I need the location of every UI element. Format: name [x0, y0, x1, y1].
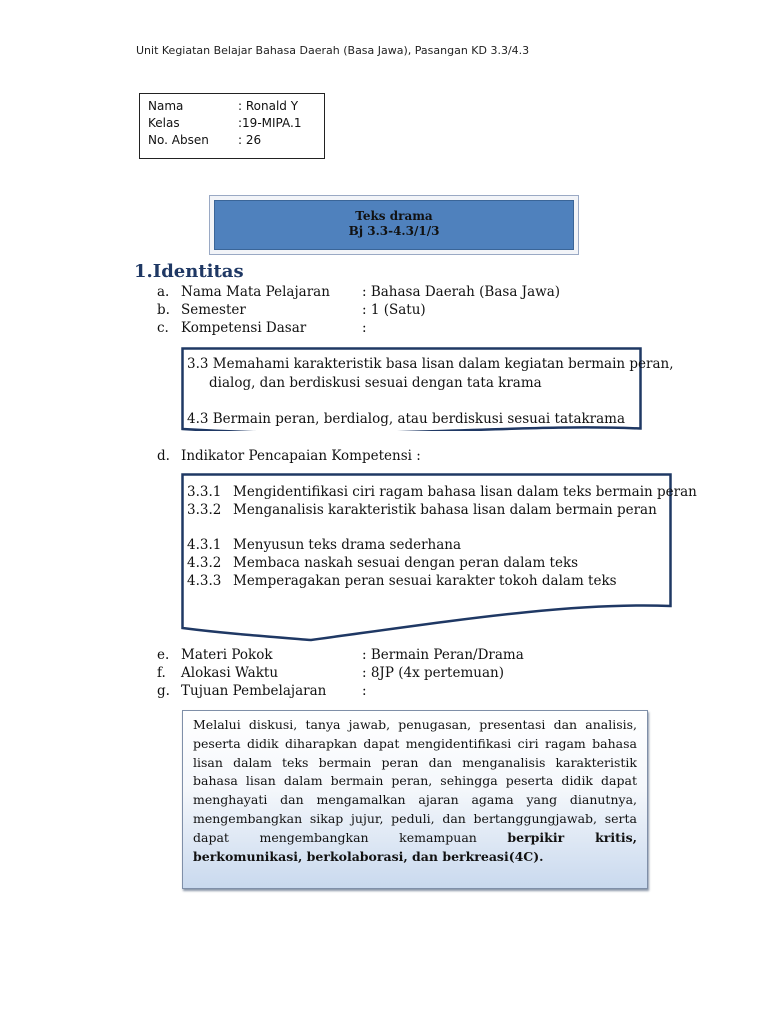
student-info-box	[139, 93, 325, 159]
indicator-number: 4.3.1	[187, 537, 222, 553]
student-label: Nama	[148, 99, 184, 113]
item-letter: b.	[157, 302, 170, 318]
item-letter: c.	[157, 320, 169, 336]
item-label: Nama Mata Pelajaran	[181, 284, 330, 300]
document-header: Unit Kegiatan Belajar Bahasa Daerah (Basa Jawa), Pasangan KD 3.3/4.3	[136, 44, 530, 57]
item-value: : Bahasa Daerah (Basa Jawa)	[362, 284, 561, 300]
title-banner-fill	[214, 200, 574, 250]
item-label: Materi Pokok	[181, 647, 273, 663]
item-letter: e.	[157, 647, 170, 663]
indicator-text: Membaca naskah sesuai dengan peran dalam teks	[233, 555, 579, 571]
indicator-number: 4.3.2	[187, 555, 222, 571]
item-letter: f.	[157, 665, 166, 681]
tujuan-text	[193, 716, 637, 866]
item-value: : Bermain Peran/Drama	[362, 647, 524, 663]
indicator-text: Mengidentifikasi ciri ragam bahasa lisan dalam teks bermain peran	[233, 484, 697, 500]
indikator-box	[181, 473, 697, 643]
tujuan-bold-text: berpikir kritis, berkomunikasi, berkolaborasi, dan berkreasi(4C).	[193, 829, 637, 864]
indicator-text: Menganalisis karakteristik bahasa lisan dalam bermain peran	[233, 502, 657, 518]
item-label: Kompetensi Dasar	[181, 320, 307, 336]
kd-line-3: 4.3 Bermain peran, berdialog, atau berdiskusi sesuai tatakrama	[187, 411, 626, 427]
tujuan-pembelajaran-box	[182, 710, 648, 889]
item-label: Semester	[181, 302, 246, 318]
indicator-number: 3.3.1	[187, 484, 222, 500]
title-banner	[209, 195, 579, 255]
section-name: Identitas	[152, 261, 244, 282]
item-value: : 1 (Satu)	[362, 302, 426, 318]
section-number: 1.	[134, 261, 153, 282]
student-label: No. Absen	[148, 133, 209, 147]
item-label: Alokasi Waktu	[181, 665, 279, 681]
indicator-number: 3.3.2	[187, 502, 222, 518]
item-letter: g.	[157, 683, 170, 699]
student-value: : Ronald Y	[238, 99, 299, 113]
student-value: : 26	[238, 133, 262, 147]
item-value: :	[362, 683, 367, 699]
item-value: : 8JP (4x pertemuan)	[362, 665, 504, 681]
tujuan-normal-text: Melalui diskusi, tanya jawab, penugasan, presentasi dan analisis, peserta didik diharapkan dapat mengidentifikasi ciri ragam bahasa lisan dalam teks bermain peran dan menganalisis karakteristik bahasa lisan dalam bermain peran, sehingga peserta didik dapat menghayati dan mengamalkan ajaran agama yang dianutnya, mengembangkan sikap jujur, peduli, dan bertanggungjawab, serta dapat mengembangkan kemampuan	[193, 717, 637, 845]
title-line-1: Teks drama	[355, 209, 433, 223]
item-value: :	[362, 320, 367, 336]
item-label: Tujuan Pembelajaran	[181, 683, 327, 699]
title-line-2: Bj 3.3-4.3/1/3	[348, 224, 440, 238]
kd-line-1: 3.3 Memahami karakteristik basa lisan dalam kegiatan bermain peran,	[187, 356, 674, 372]
item-letter: d.	[157, 448, 170, 464]
item-letter: a.	[157, 284, 170, 300]
student-label: Kelas	[148, 116, 180, 130]
student-value: :19-MIPA.1	[238, 116, 302, 130]
kd-line-2: dialog, dan berdiskusi sesuai dengan tata krama	[209, 375, 542, 391]
kompetensi-dasar-box	[181, 347, 674, 431]
indicator-text: Memperagakan peran sesuai karakter tokoh dalam teks	[233, 573, 617, 589]
section-title	[134, 261, 244, 282]
indicator-text: Menyusun teks drama sederhana	[233, 537, 462, 553]
indicator-number: 4.3.3	[187, 573, 222, 589]
item-label: Indikator Pencapaian Kompetensi :	[181, 448, 421, 464]
